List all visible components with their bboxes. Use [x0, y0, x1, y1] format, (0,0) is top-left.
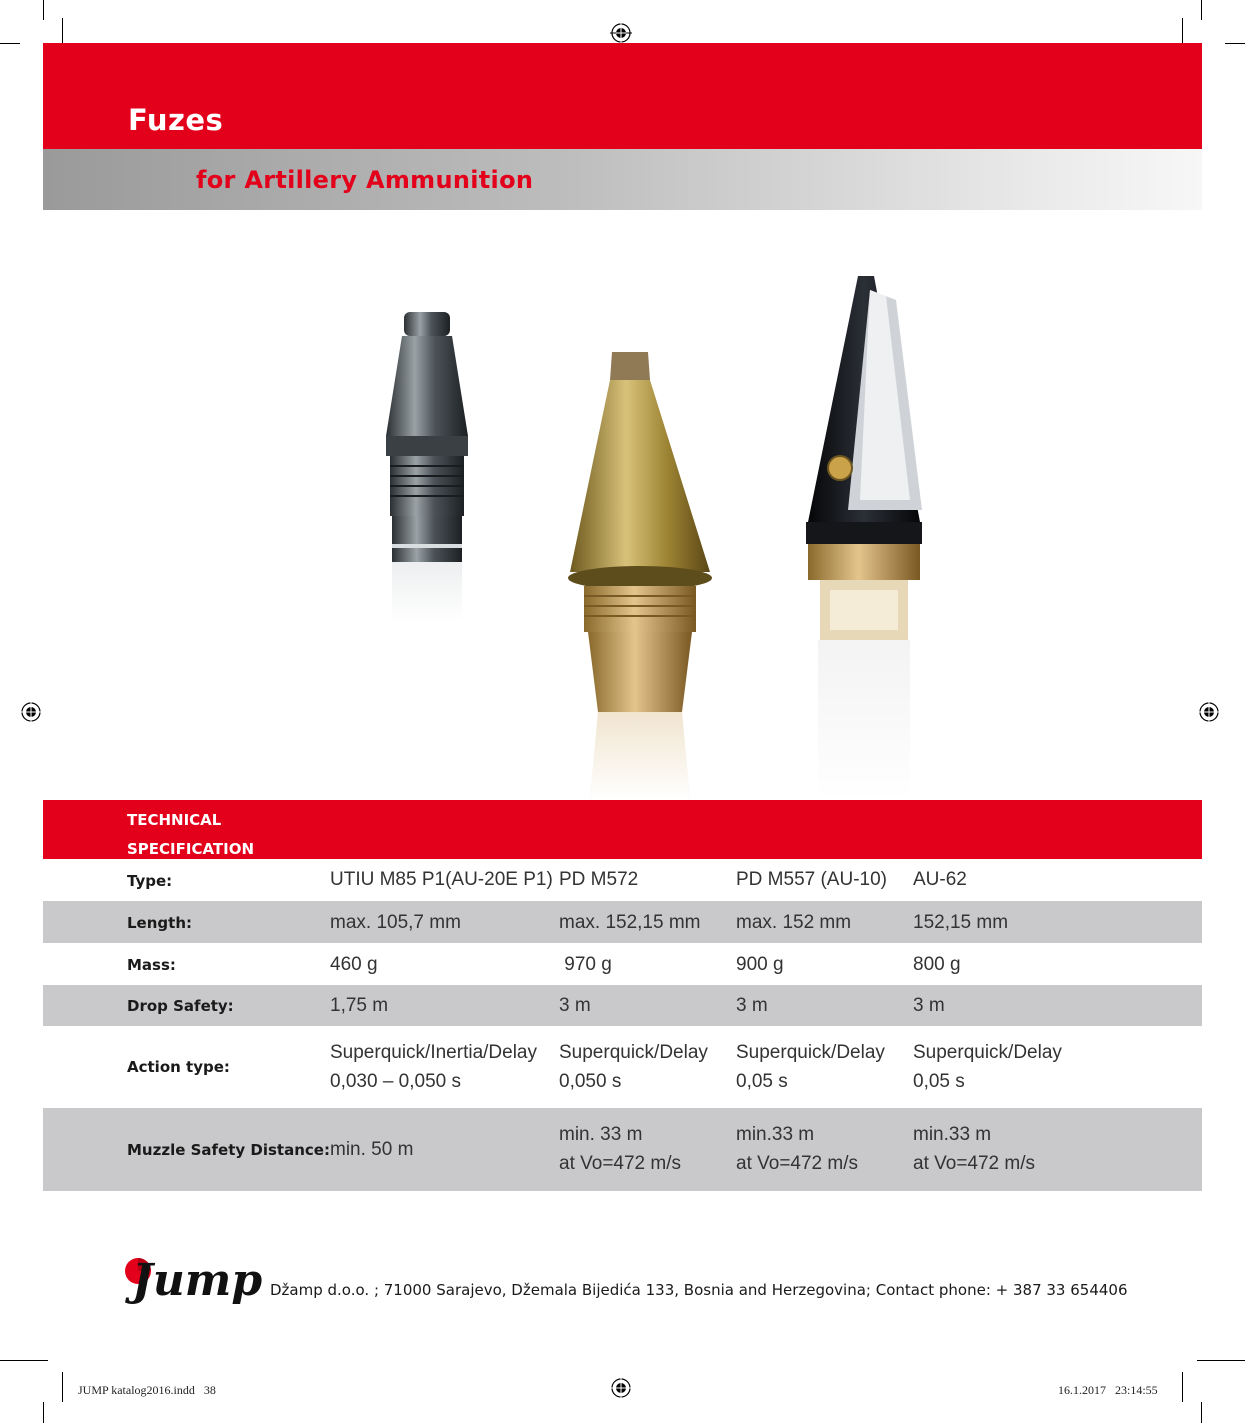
table-cell: PD M557 (AU-10) — [736, 869, 887, 890]
table-cell: UTIU M85 P1(AU-20E P1) — [330, 869, 553, 890]
table-cell: 970 g — [559, 954, 612, 975]
cell-line: min.33 m — [913, 1124, 992, 1145]
crop-mark — [0, 1360, 48, 1361]
row-label: Drop Safety: — [127, 997, 234, 1015]
table-cell: PD M572 — [559, 869, 639, 890]
table-cell — [559, 1120, 681, 1178]
cell-line: at Vo=472 m/s — [559, 1153, 681, 1174]
table-cell — [913, 1038, 1062, 1096]
row-label: Length: — [127, 914, 192, 932]
table-cell: 1,75 m — [330, 995, 389, 1016]
row-label: Type: — [127, 872, 173, 890]
table-cell: AU-62 — [913, 869, 967, 890]
table-cell: max. 152,15 mm — [559, 912, 701, 933]
table-row — [43, 1108, 1202, 1191]
table-cell: 460 g — [330, 954, 378, 975]
cell-line: 0,050 s — [559, 1071, 622, 1092]
row-label: Mass: — [127, 956, 176, 974]
table-row — [43, 1026, 1202, 1108]
cell-line: 0,030 – 0,050 s — [330, 1071, 461, 1092]
table-cell: 900 g — [736, 954, 784, 975]
cell-line: Superquick/Delay — [736, 1042, 885, 1063]
logo-wordmark: Jump — [132, 1255, 263, 1306]
table-cell — [330, 1038, 537, 1096]
table-row — [43, 859, 1202, 901]
spec-heading — [127, 806, 287, 864]
cell-line: at Vo=472 m/s — [913, 1153, 1035, 1174]
footer-contact: Džamp d.o.o. ; 71000 Sarajevo, Džemala Bijedića 133, Bosnia and Herzegovina; Contact phone: + 387 33 654406 — [270, 1281, 1128, 1299]
crop-mark — [1182, 1372, 1183, 1402]
row-label: Muzzle Safety Distance: — [127, 1141, 330, 1159]
cell-line: Superquick/Delay — [913, 1042, 1062, 1063]
registration-mark-icon — [610, 22, 632, 44]
cell-line: at Vo=472 m/s — [736, 1153, 858, 1174]
page-subtitle: for Artillery Ammunition — [196, 166, 534, 194]
cell-line: min. 33 m — [559, 1124, 643, 1145]
cell-line: 0,05 s — [736, 1071, 788, 1092]
table-cell: max. 105,7 mm — [330, 912, 461, 933]
cell-line: min.33 m — [736, 1124, 815, 1145]
crop-mark — [43, 0, 44, 20]
spec-heading-line: TECHNICAL — [127, 811, 222, 829]
registration-mark-icon — [1198, 701, 1220, 723]
table-cell: max. 152 mm — [736, 912, 852, 933]
crop-mark — [1201, 1402, 1202, 1423]
cell-line: 0,05 s — [913, 1071, 965, 1092]
table-row — [43, 943, 1202, 985]
cell-line: Superquick/Delay — [559, 1042, 708, 1063]
table-cell: 3 m — [736, 995, 768, 1016]
table-cell — [736, 1120, 858, 1178]
registration-mark-icon — [610, 1377, 632, 1399]
jump-logo — [118, 1245, 268, 1315]
table-row — [43, 901, 1202, 943]
crop-mark — [1201, 0, 1202, 20]
crop-mark — [62, 1372, 63, 1402]
fuzes-product-photo — [330, 260, 950, 800]
table-cell: 3 m — [913, 995, 945, 1016]
table-cell — [736, 1038, 885, 1096]
crop-mark — [1197, 1360, 1245, 1361]
cell-line: Superquick/Inertia/Delay — [330, 1042, 537, 1063]
table-row — [43, 985, 1202, 1026]
table-cell: 3 m — [559, 995, 591, 1016]
table-cell — [559, 1038, 708, 1096]
table-cell: 800 g — [913, 954, 961, 975]
page-title: Fuzes — [128, 103, 224, 137]
crop-mark — [1225, 43, 1245, 44]
cell-line: min. 50 m — [330, 1139, 414, 1160]
registration-mark-icon — [20, 701, 42, 723]
spec-heading-line: SPECIFICATION — [127, 840, 255, 858]
table-cell: 152,15 mm — [913, 912, 1009, 933]
crop-mark — [43, 1402, 44, 1423]
table-cell — [330, 1135, 413, 1164]
crop-mark — [0, 43, 20, 44]
row-label: Action type: — [127, 1058, 230, 1076]
slug-file: JUMP katalog2016.indd 38 — [78, 1383, 216, 1397]
table-cell — [913, 1120, 1035, 1178]
slug-timestamp: 16.1.2017 23:14:55 — [1058, 1383, 1158, 1397]
